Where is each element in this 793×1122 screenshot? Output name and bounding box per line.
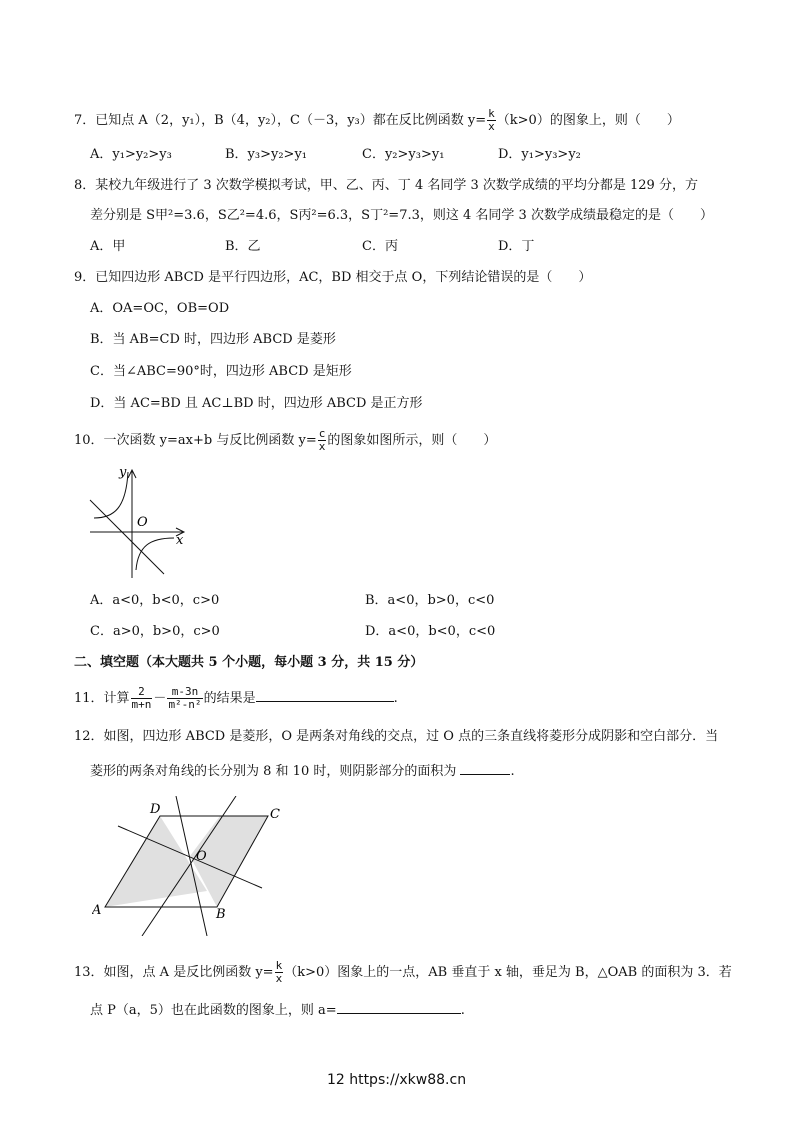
q12-label-d: D — [150, 802, 161, 817]
q13-line2-text: 点 P（a，5）也在此函数的图象上，则 a= — [90, 1003, 337, 1018]
q9-stem: 9．已知四边形 ABCD 是平行四边形，AC，BD 相交于点 O，下列结论错误的是（ ） — [74, 270, 592, 285]
q12-rhombus-figure — [92, 796, 292, 936]
q8-line1: 8．某校九年级进行了 3 次数学模拟考试，甲、乙、丙、丁 4 名同学 3 次数学成绩的平均分都是 129 分，方 — [74, 178, 698, 193]
q11-suffix: 的结果是 — [203, 691, 256, 706]
q13-stem-part1: 13．如图，点 A 是反比例函数 y= — [74, 965, 274, 980]
q8-option-d: D．丁 — [498, 239, 535, 254]
q12-answer-blank[interactable] — [460, 760, 510, 775]
q10-option-d: D．a<0，b<0，c<0 — [365, 624, 496, 639]
page-footer: 12 https://xkw88.cn — [326, 1072, 467, 1088]
q11-fraction-1: $\frac{2}{m+n}$ — [131, 685, 152, 711]
q7-fraction: $\frac{k}{x}$ — [488, 107, 495, 133]
q13-line2 — [90, 999, 465, 1020]
q12-label-b: B — [216, 907, 226, 922]
q10-label-o: O — [137, 515, 148, 530]
q9-option-d: D．当 AC=BD 且 AC⊥BD 时，四边形 ABCD 是正方形 — [90, 396, 423, 411]
q8-line2: 差分别是 S甲²=3.6，S乙²=4.6，S丙²=6.3，S丁²=7.3，则这 4 名同学 3 次数学成绩最稳定的是（ ） — [90, 208, 713, 223]
q11-stem — [74, 686, 398, 712]
q12-end: . — [510, 764, 515, 779]
q10-stem-part1: 10．一次函数 y=ax+b 与反比例函数 y= — [74, 433, 317, 448]
q11-fraction-2: $\frac{m-3n}{\text{m²-n²}}$ — [168, 685, 202, 711]
q11-prefix: 11．计算 — [74, 691, 130, 706]
q7-stem — [74, 108, 680, 133]
q13-answer-blank[interactable] — [337, 999, 461, 1014]
q10-option-b: B．a<0，b>0，c<0 — [365, 593, 495, 608]
q7-option-a: A．y₁>y₂>y₃ — [90, 147, 172, 162]
q13-stem — [74, 960, 732, 985]
q10-label-x: x — [176, 533, 184, 548]
q12-label-a: A — [92, 903, 102, 918]
q8-option-a: A．甲 — [90, 239, 126, 254]
q7-option-c: C．y₂>y₃>y₁ — [362, 147, 445, 162]
q10-label-y: y — [119, 465, 127, 480]
q10-stem-part2: 的图象如图所示，则（ ） — [327, 433, 497, 448]
q10-fraction: $\frac{c}{x}$ — [318, 427, 326, 453]
q7-option-b: B．y₃>y₂>y₁ — [225, 147, 308, 162]
q10-linear-function-line — [90, 500, 164, 574]
q12-line1: 12．如图，四边形 ABCD 是菱形，O 是两条对角线的交点，过 O 点的三条直线将菱形分成阴影和空白部分．当 — [74, 729, 719, 744]
q13-end: . — [460, 1003, 465, 1018]
q11-answer-blank[interactable] — [256, 687, 394, 702]
q10-stem — [74, 428, 496, 453]
q11-end: . — [393, 691, 398, 706]
q12-line2-text: 菱形的两条对角线的长分别为 8 和 10 时，则阴影部分的面积为 — [90, 764, 457, 779]
q10-graph-figure — [84, 462, 194, 580]
q10-option-a: A．a<0，b<0，c>0 — [90, 593, 220, 608]
q9-option-b: B．当 AB=CD 时，四边形 ABCD 是菱形 — [90, 332, 336, 347]
q13-fraction: $\frac{k}{x}$ — [275, 959, 283, 985]
q11-minus: － — [153, 691, 167, 706]
q10-option-c: C．a>0，b>0，c>0 — [90, 624, 220, 639]
q7-stem-part1: 7．已知点 A（2，y₁），B（4，y₂），C（－3，y₃）都在反比例函数 y= — [74, 113, 487, 128]
q8-option-c: C．丙 — [362, 239, 398, 254]
q7-stem-part2: （k>0）的图象上，则（ ） — [496, 113, 680, 128]
q13-stem-part2: （k>0）图象上的一点，AB 垂直于 x 轴，垂足为 B，△OAB 的面积为 3．若 — [284, 965, 732, 980]
q7-option-d: D．y₁>y₃>y₂ — [498, 147, 581, 162]
q12-line2 — [90, 760, 515, 781]
q9-option-c: C．当∠ABC=90°时，四边形 ABCD 是矩形 — [90, 364, 352, 379]
section2-title: 二、填空题（本大题共 5 个小题，每小题 3 分，共 15 分） — [74, 655, 424, 670]
q9-option-a: A．OA=OC，OB=OD — [90, 301, 230, 316]
q12-label-o: O — [196, 849, 207, 864]
q8-option-b: B．乙 — [225, 239, 261, 254]
q12-label-c: C — [270, 807, 280, 822]
